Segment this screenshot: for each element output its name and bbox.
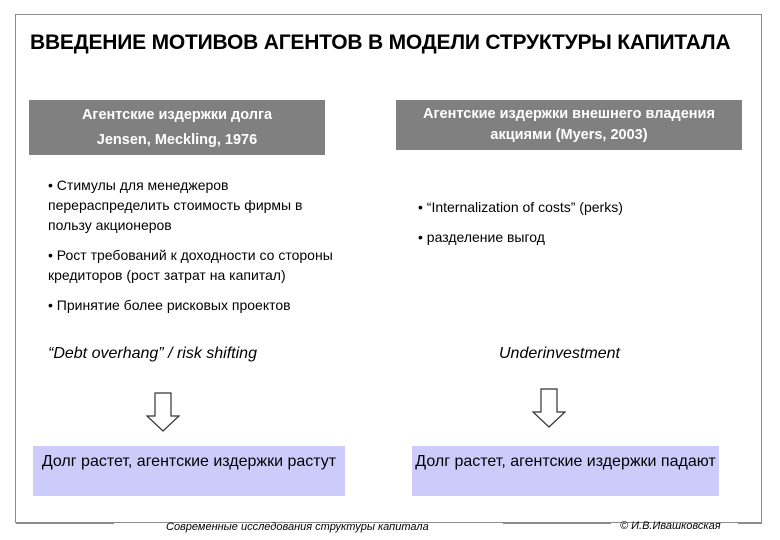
footer-divider (738, 523, 762, 524)
list-item: • “Internalization of costs” (perks) (418, 197, 738, 217)
down-arrow-icon (146, 392, 180, 432)
slide-title: ВВЕДЕНИЕ МОТИВОВ АГЕНТОВ В МОДЕЛИ СТРУКТУРЫ КАПИТАЛА (30, 31, 731, 54)
footer-divider (16, 523, 114, 524)
list-item: • Рост требований к доходности со стороны кредиторов (рост затрат на капитал) (48, 245, 348, 285)
footer-copyright: © И.В.Ивашковская (620, 520, 721, 532)
left-header (29, 100, 325, 155)
right-note: Underinvestment (499, 345, 620, 362)
right-header (396, 100, 742, 150)
left-header-title: Агентские издержки долга (81, 106, 273, 123)
footer-course-title: Современные исследования структуры капитала (166, 521, 429, 533)
list-item: • Принятие более рисковых проектов (48, 295, 348, 315)
list-item: • Стимулы для менеджеров перераспределить стоимость фирмы в пользу акционеров (48, 175, 348, 235)
right-result-box: Долг растет, агентские издержки падают (412, 446, 719, 496)
down-arrow-icon (532, 388, 566, 428)
right-header-title: Агентские издержки внешнего владения акциями (Myers, 2003) (423, 106, 715, 143)
left-bullet-list (48, 175, 348, 325)
list-item: • разделение выгод (418, 227, 738, 247)
left-header-citation: Jensen, Meckling, 1976 (96, 131, 258, 148)
right-bullet-list (418, 197, 738, 257)
footer-divider (503, 523, 611, 524)
left-result-box: Долг растет, агентские издержки растут (33, 446, 345, 496)
left-note: “Debt overhang” / risk shifting (48, 345, 257, 362)
